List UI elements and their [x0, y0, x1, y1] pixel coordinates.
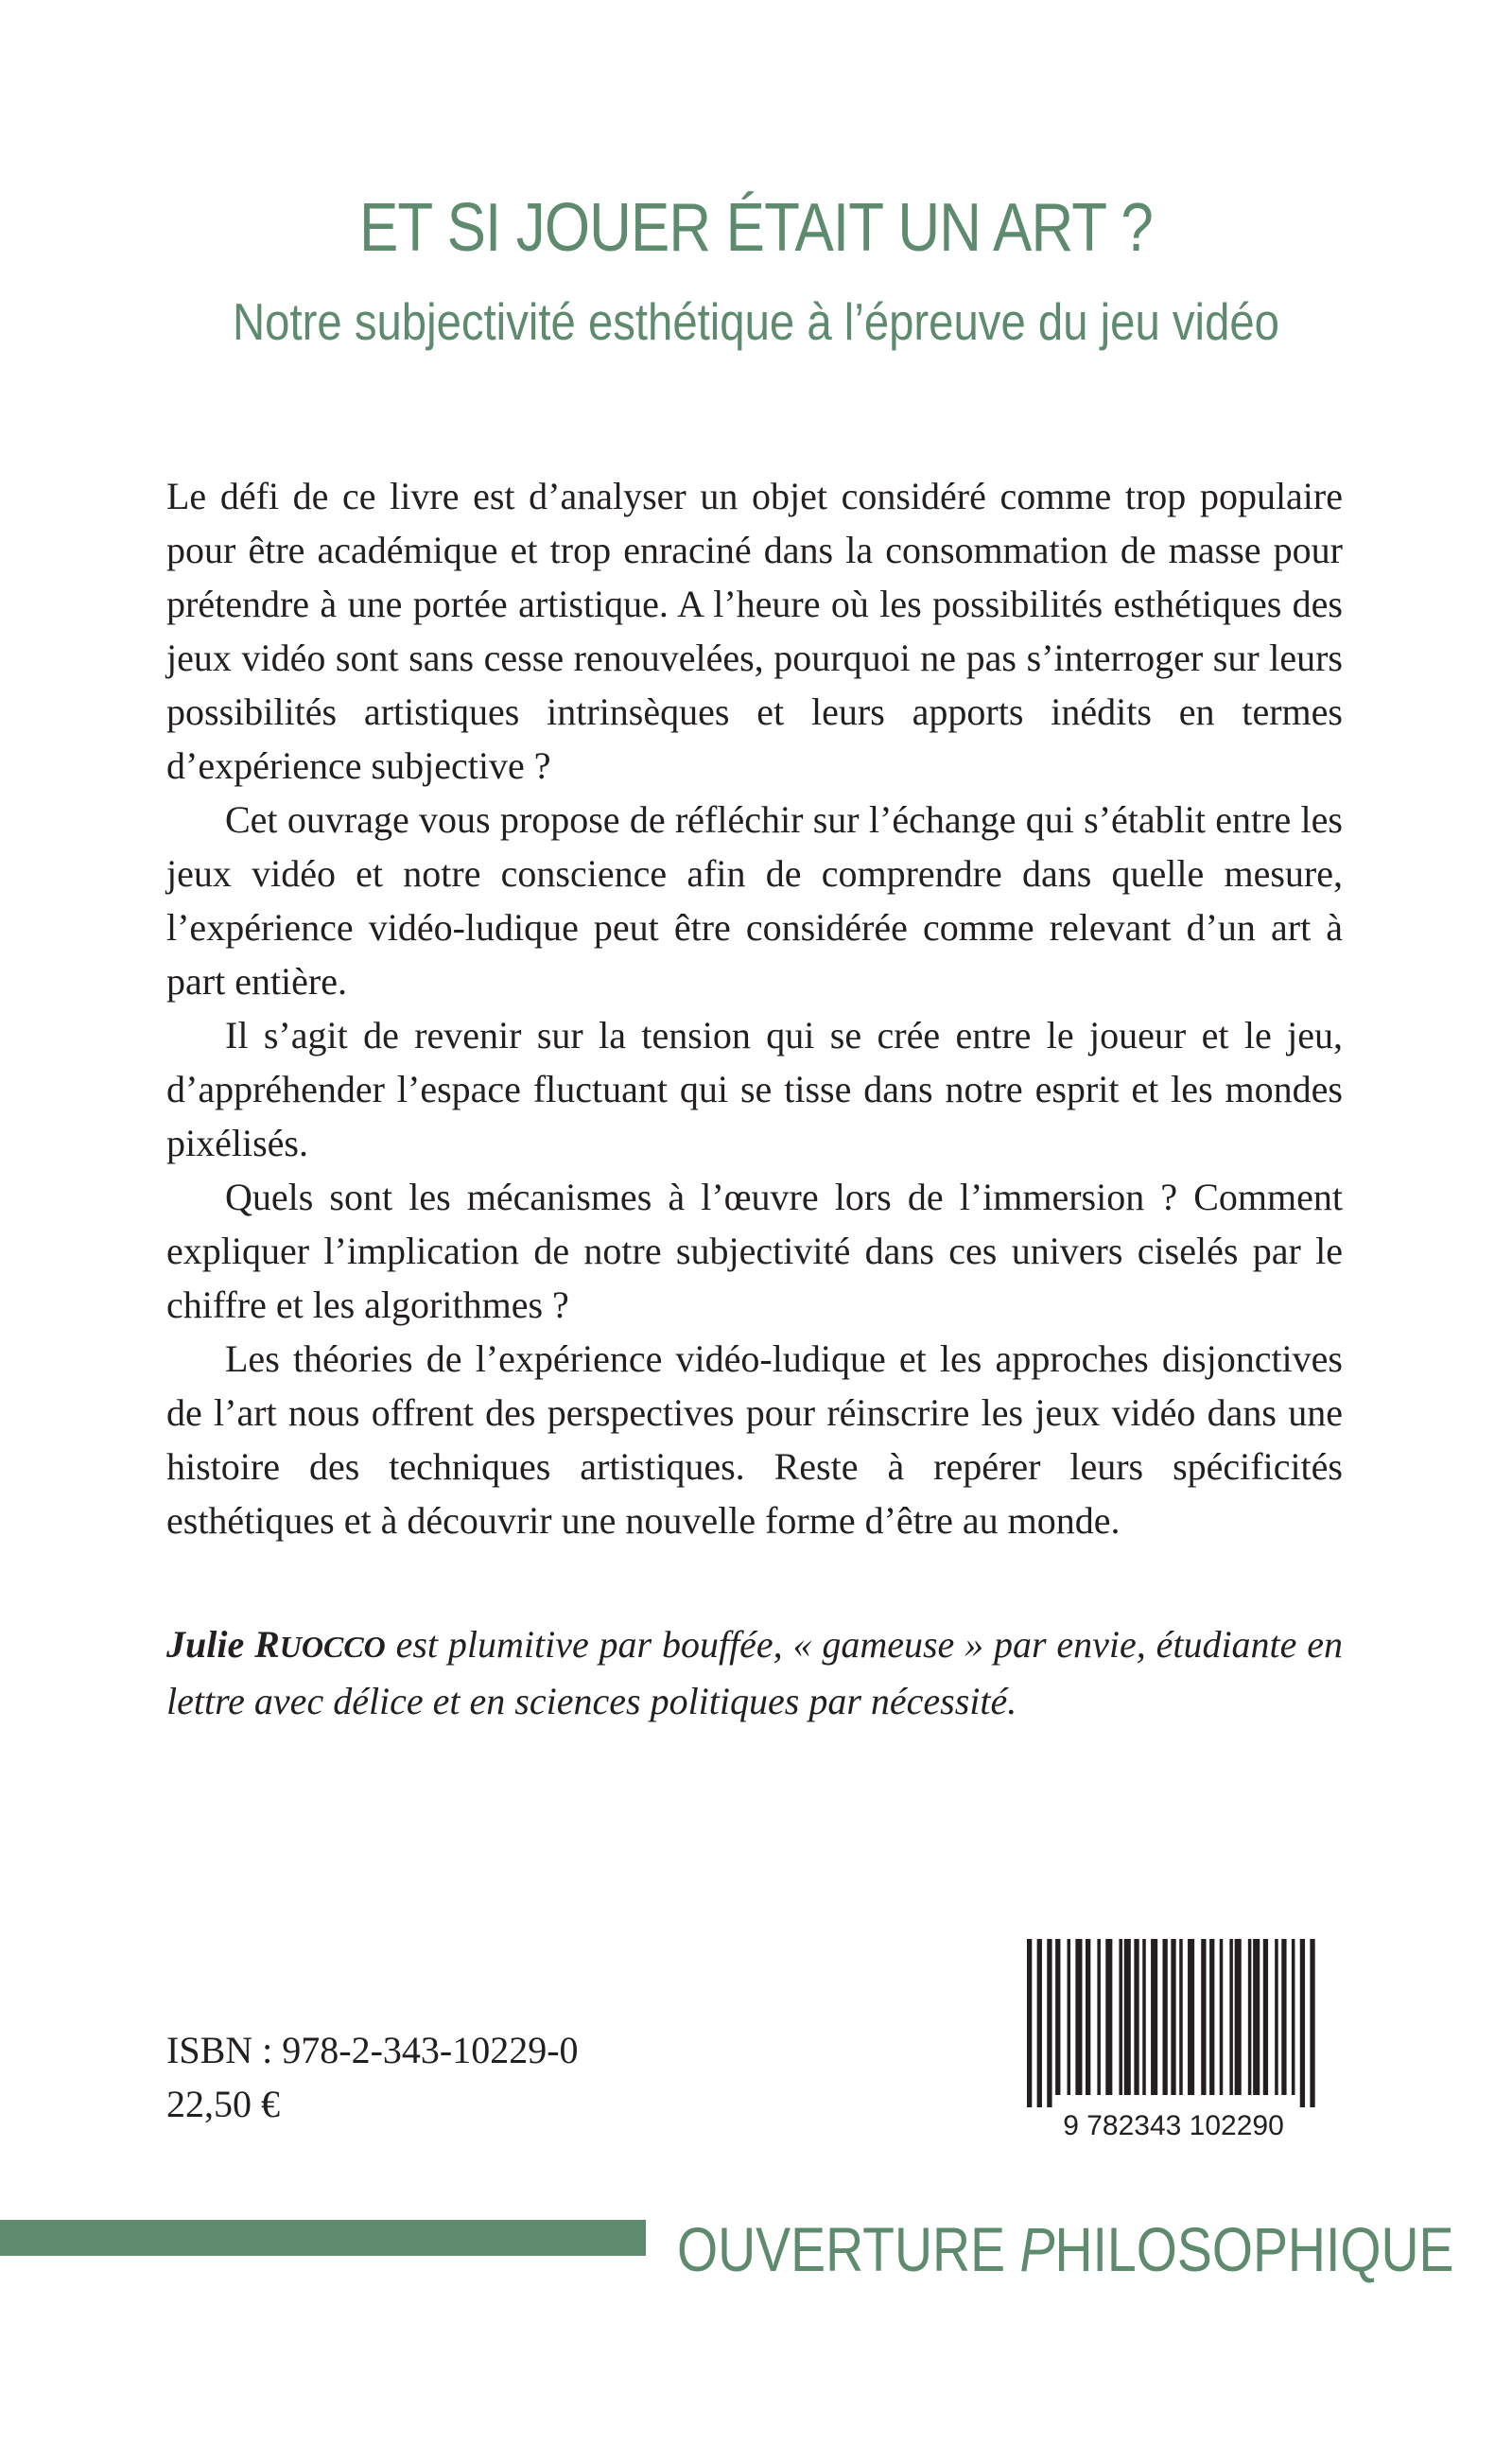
- barcode-bar: [1179, 1939, 1183, 2095]
- price: 22,50 €: [166, 2083, 280, 2125]
- book-title: ET SI JOUER ÉTAIT UN ART ?: [358, 190, 1154, 266]
- author-first-name: Julie: [166, 1623, 245, 1666]
- barcode-bar: [1124, 1939, 1131, 2095]
- barcode-bar: [1162, 1939, 1167, 2095]
- book-subtitle: Notre subjectivité esthétique à l’épreuve du jeu vidéo: [233, 292, 1279, 351]
- barcode-bar: [1171, 1939, 1175, 2095]
- barcode-bar: [1037, 1939, 1042, 2107]
- barcode-bar: [1097, 1939, 1101, 2095]
- barcode-bar: [1047, 1939, 1051, 2107]
- footer-accent-bar: [0, 2220, 646, 2256]
- barcode-bar: [1055, 1939, 1060, 2095]
- isbn: ISBN : 978-2-343-10229-0: [166, 2029, 579, 2071]
- barcode-bar: [1188, 1939, 1194, 2095]
- barcode-bar: [1292, 1939, 1295, 2095]
- barcode-bar: [1310, 1939, 1314, 2107]
- barcode-digits: 9 782343 102290: [1063, 2110, 1284, 2141]
- author-bio-text: est plumitive par bouffée, « gameuse » par envie, étudiante en lettre avec délice et en sciences politiques par nécessité.: [166, 1623, 1344, 1722]
- barcode: [1017, 1934, 1330, 2142]
- barcode-bar: [1263, 1939, 1268, 2095]
- barcode-bar: [1281, 1939, 1286, 2095]
- author-last-name: RUOCCO: [254, 1623, 386, 1666]
- blurb-paragraph-2: Cet ouvrage vous propose de réfléchir sur l’échange qui s’établit entre les jeux vidéo et notre conscience afin de comprendre dans quelle mesure, l’expérience vidéo-ludique peut être considérée comme relevant d’un art à part entière.: [166, 798, 1343, 1003]
- barcode-bar: [1201, 1939, 1206, 2095]
- series-name: OUVERTURE PHILOSOPHIQUE: [677, 2214, 1454, 2284]
- barcode-bar: [1275, 1939, 1278, 2095]
- blurb-paragraph-4: Quels sont les mécanismes à l’œuvre lors de l’immersion ? Comment expliquer l’implication de notre subjectivité dans ces univers ciselés par le chiffre et les algorithmes ?: [166, 1176, 1343, 1326]
- barcode-bar: [1248, 1939, 1252, 2095]
- barcode-bar: [1075, 1939, 1082, 2095]
- barcode-bar: [1134, 1939, 1138, 2095]
- barcode-graphic: [1017, 1934, 1330, 2142]
- barcode-bar: [1209, 1939, 1214, 2095]
- back-cover-blurb: [166, 469, 1343, 1547]
- barcode-bar: [1027, 1939, 1032, 2107]
- blurb-paragraph-1: Le défi de ce livre est d’analyser un objet considéré comme trop populaire pour être académique et trop enraciné dans la consommation de masse pour prétendre à une portée artistique. A l’heure où les possibilités esthétiques des jeux vidéo sont sans cesse renouvelées, pourquoi ne pas s’interroger sur leurs possibilités artistiques intrinsèques et leurs apports inédits en termes d’expérience subjective ?: [166, 475, 1343, 787]
- barcode-bar: [1229, 1939, 1233, 2095]
- barcode-bar: [1068, 1939, 1071, 2095]
- barcode-bar: [1119, 1939, 1122, 2095]
- blurb-paragraph-5: Les théories de l’expérience vidéo-ludique et les approches disjonctives de l’art nous offrent des perspectives pour réinscrire les jeux vidéo dans une histoire des techniques artistiques. Reste à repérer leurs spécificités esthétiques et à découvrir une nouvelle forme d’être au monde.: [166, 1337, 1343, 1542]
- barcode-bar: [1300, 1939, 1305, 2107]
- barcode-bar: [1142, 1939, 1146, 2095]
- barcode-bar: [1235, 1939, 1242, 2095]
- barcode-bar: [1086, 1939, 1090, 2095]
- blurb-paragraph-3: Il s’agit de revenir sur la tension qui se crée entre le joueur et le jeu, d’appréhender l’espace fluctuant qui se tisse dans notre esprit et les mondes pixélisés.: [166, 1014, 1343, 1164]
- barcode-bar: [1220, 1939, 1224, 2095]
- barcode-bar: [1105, 1939, 1112, 2095]
- barcode-bar: [1253, 1939, 1260, 2095]
- barcode-bar: [1151, 1939, 1157, 2095]
- author-bio: [166, 1617, 1343, 1728]
